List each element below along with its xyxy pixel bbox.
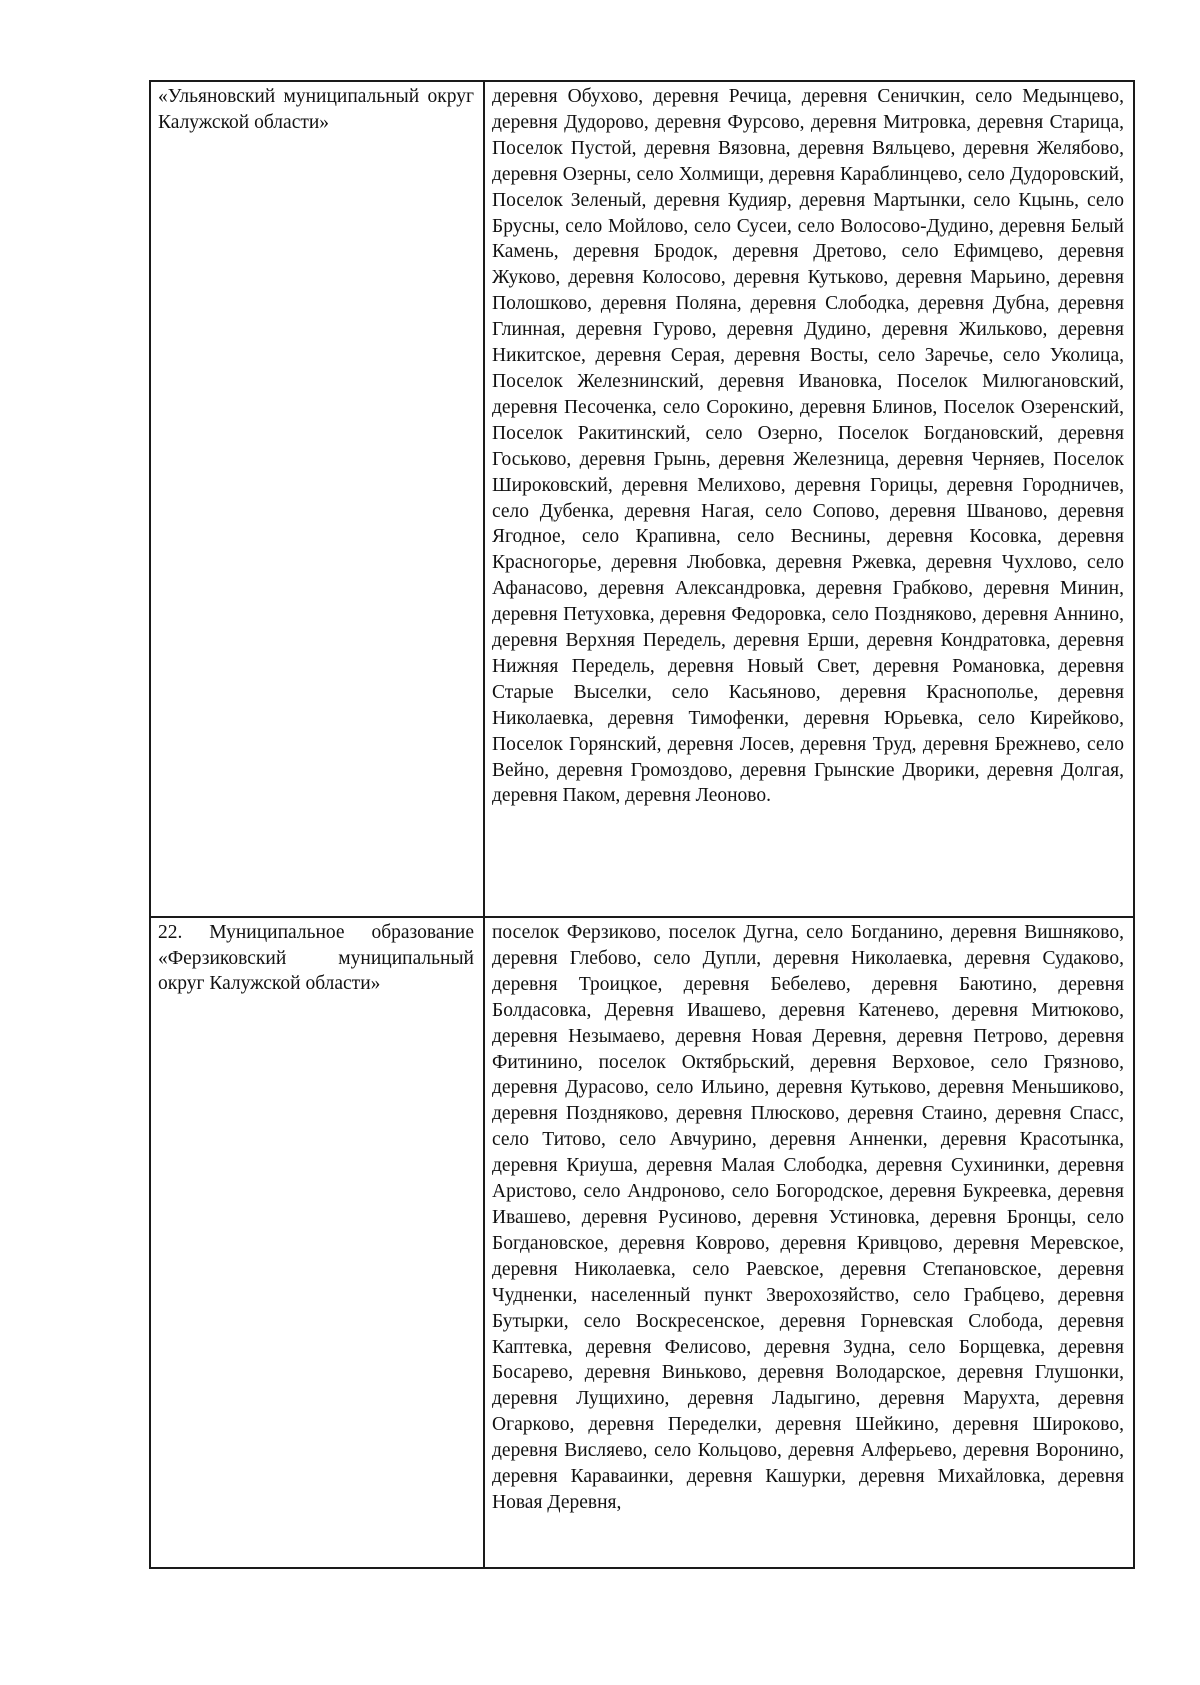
municipality-name: 22. Муниципальное образование «Ферзиковский муниципальный округ Калужской области» [158,922,474,994]
table-row [150,81,1134,917]
settlements-cell [484,917,1134,1568]
table-row [150,917,1134,1568]
municipality-cell [150,917,484,1568]
settlements-list: поселок Ферзиково, поселок Дугна, село Богданино, деревня Вишняково, деревня Глебово, село Дупли, деревня Николаевка, деревня Судаково, деревня Троицкое, деревня Бебелево, деревня Баютино, деревня Болдасовка, Деревня Ивашево, деревня Катенево, деревня Митюково, деревня Незымаево, деревня Новая Деревня, деревня Петрово, деревня Фитинино, поселок Октябрьский, деревня Верховое, село Грязново, деревня Дурасово, село Ильино, деревня Кутьково, деревня Меньшиково, деревня Поздняково, деревня Плюсково, деревня Стаино, деревня Спасс, село Титово, село Авчурино, деревня Анненки, деревня Красотынка, деревня Криуша, деревня Малая Слободка, деревня Сухининки, деревня Аристово, село Андроново, село Богородское, деревня Букреевка, деревня Ивашево, деревня Русиново, деревня Устиновка, деревня Бронцы, село Богдановское, деревня Коврово, деревня Кривцово, деревня Меревское, деревня Николаевка, село Раевское, деревня Степановское, деревня Чудненки, населенный пункт Зверохозяйство, село Грабцево, деревня Бутырки, село Воскресенское, деревня Горневская Слобода, деревня Каптевка, деревня Фелисово, деревня Зудна, село Борщевка, деревня Босарево, деревня Виньково, деревня Володарское, деревня Глушонки, деревня Лущихино, деревня Ладыгино, деревня Марухта, деревня Огарково, деревня Переделки, деревня Шейкино, деревня Широково, деревня Висляево, село Кольцово, деревня Алферьево, деревня Воронино, деревня Караваинки, деревня Кашурки, деревня Михайловка, деревня Новая Деревня, [492,922,1124,1513]
settlements-cell [484,81,1134,917]
municipality-cell [150,81,484,917]
settlements-list: деревня Обухово, деревня Речица, деревня Сеничкин, село Медынцево, деревня Дудорово, деревня Фурсово, деревня Митровка, деревня Старица, Поселок Пустой, деревня Вязовна, деревня Вяльцево, деревня Желябово, деревня Озерны, село Холмищи, деревня Караблинцево, село Дудоровский, Поселок Зеленый, деревня Кудияр, деревня Мартынки, село Кцынь, село Брусны, село Мойлово, село Сусеи, село Волосово-Дудино, деревня Белый Камень, деревня Бродок, деревня Дретово, село Ефимцево, деревня Жуково, деревня Колосово, деревня Кутьково, деревня Марьино, деревня Полошково, деревня Поляна, деревня Слободка, деревня Дубна, деревня Глинная, деревня Гурово, деревня Дудино, деревня Жильково, деревня Никитское, деревня Серая, деревня Восты, село Заречье, село Уколица, Поселок Железнинский, деревня Ивановка, Поселок Милюгановский, деревня Песоченка, село Сорокино, деревня Блинов, Поселок Озеренский, Поселок Ракитинский, село Озерно, Поселок Богдановский, деревня Госьково, деревня Грынь, деревня Железница, деревня Черняев, Поселок Широковский, деревня Мелихово, деревня Горицы, деревня Городничев, село Дубенка, деревня Нагая, село Сопово, деревня Шваново, деревня Ягодное, село Крапивна, село Веснины, деревня Косовка, деревня Красногорье, деревня Любовка, деревня Ржевка, деревня Чухлово, село Афанасово, деревня Александровка, деревня Грабково, деревня Минин, деревня Петуховка, деревня Федоровка, село Поздняково, деревня Аннино, деревня Верхняя Передель, деревня Ерши, деревня Кондратовка, деревня Нижняя Передель, деревня Новый Свет, деревня Романовка, деревня Старые Выселки, село Касьяново, деревня Краснополье, деревня Николаевка, деревня Тимофенки, деревня Юрьевка, село Кирейково, Поселок Горянский, деревня Лосев, деревня Труд, деревня Брежнево, село Вейно, деревня Громоздово, деревня Грынские Дворики, деревня Долгая, деревня Паком, деревня Леоново. [492,86,1124,807]
municipality-name: «Ульяновский муниципальный округ Калужской области» [158,86,474,133]
